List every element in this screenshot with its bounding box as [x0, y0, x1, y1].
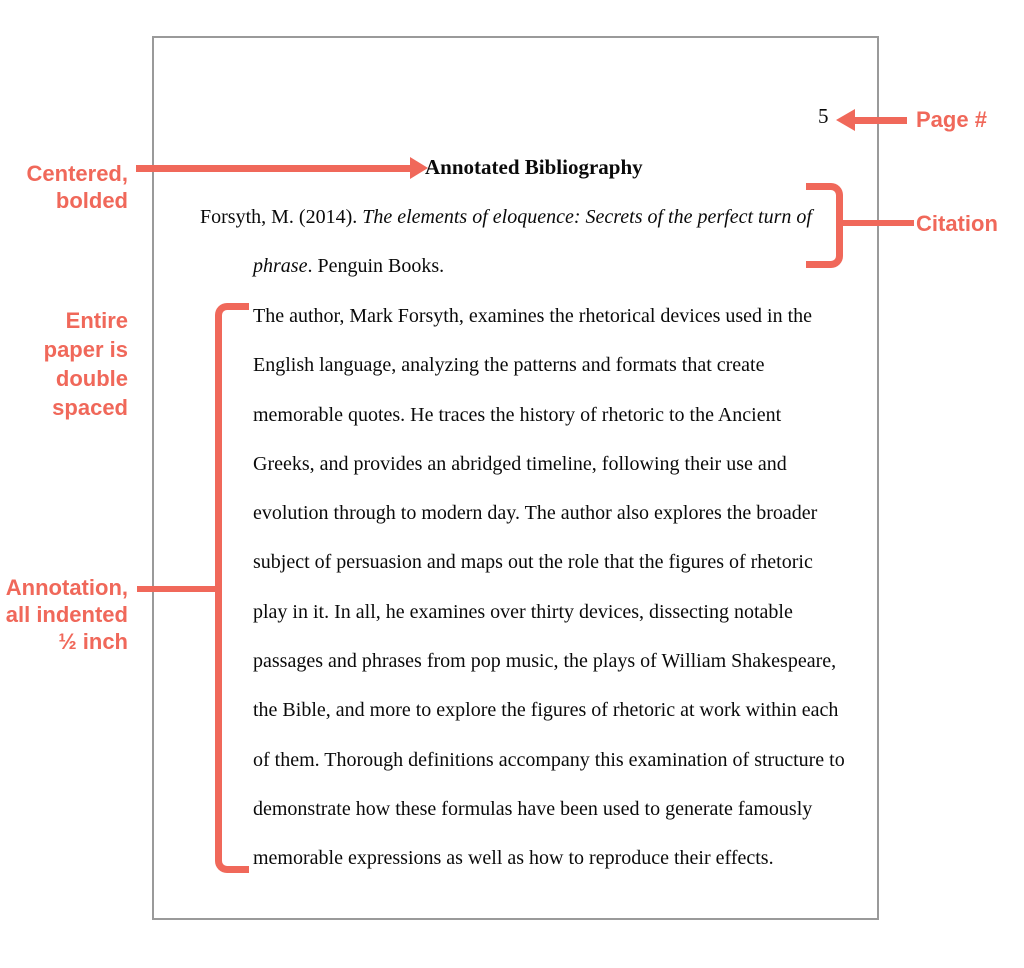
- annotation-paragraph: [253, 292, 845, 884]
- annotation-line: The author, Mark Forsyth, examines the rhetorical devices used in the: [253, 305, 813, 327]
- double-spaced-callout-label: [0, 306, 128, 422]
- annotation-line: play in it. In all, he examines over thirty devices, dissecting notable: [253, 600, 793, 623]
- callout-label-line: all indented: [5, 602, 128, 627]
- annotation-connector-line: [137, 586, 222, 592]
- callout-label-line: Centered,: [26, 161, 128, 186]
- page-number: 5: [818, 104, 829, 128]
- centered-bolded-arrow-shaft: [136, 165, 412, 172]
- citation-entry: [200, 193, 812, 292]
- callout-label-line: ½ inch: [58, 629, 128, 654]
- annotation-line: passages and phrases from pop music, the plays of William Shakespeare,: [253, 650, 837, 673]
- citation-line-2: [200, 242, 812, 291]
- annotation-line: the Bible, and more to explore the figures of rhetoric at work within each: [253, 699, 839, 722]
- annotation-indent-callout-label: [0, 574, 128, 655]
- paper-heading: Annotated Bibliography: [425, 155, 643, 179]
- callout-label-line: double: [55, 366, 128, 391]
- citation-publisher: . Penguin Books.: [307, 255, 445, 278]
- callout-label-line: bolded: [55, 188, 128, 213]
- page-number-arrow-shaft: [853, 117, 907, 124]
- callout-label-line: Entire: [65, 308, 128, 333]
- annotation-line: English language, analyzing the patterns and formats that create: [253, 354, 765, 377]
- annotation-line: of them. Thorough definitions accompany this examination of structure to: [253, 748, 845, 771]
- citation-line-1: [200, 193, 812, 242]
- annotation-line: memorable expressions as well as how to reproduce their effects.: [253, 847, 774, 870]
- left-arrow-icon: [836, 109, 855, 131]
- annotation-line: memorable quotes. He traces the history of rhetoric to the Ancient: [253, 403, 782, 426]
- annotation-line: Greeks, and provides an abridged timeline, following their use and: [253, 452, 787, 475]
- callout-label-line: paper is: [43, 337, 128, 362]
- citation-connector-line: [842, 220, 914, 226]
- callout-label-line: spaced: [52, 395, 128, 420]
- right-arrow-icon: [410, 157, 428, 179]
- callout-label-line: Annotation,: [5, 575, 128, 600]
- annotation-line: demonstrate how these formulas have been used to generate famously: [253, 797, 813, 820]
- citation-title-part-1: The elements of eloquence: Secrets of the perfect turn of: [362, 206, 812, 228]
- annotation-line: evolution through to modern day. The author also explores the broader: [253, 502, 818, 525]
- page-number-callout-label: Page #: [916, 107, 987, 132]
- citation-callout-label: Citation: [916, 211, 998, 236]
- annotation-line: subject of persuasion and maps out the role that the figures of rhetoric: [253, 551, 813, 574]
- annotation-bracket-icon: [215, 303, 249, 873]
- citation-bracket-icon: [806, 183, 843, 268]
- citation-title-part-2: phrase: [253, 255, 308, 278]
- centered-bolded-callout-label: [0, 160, 128, 214]
- citation-author-year: Forsyth, M. (2014).: [200, 206, 363, 228]
